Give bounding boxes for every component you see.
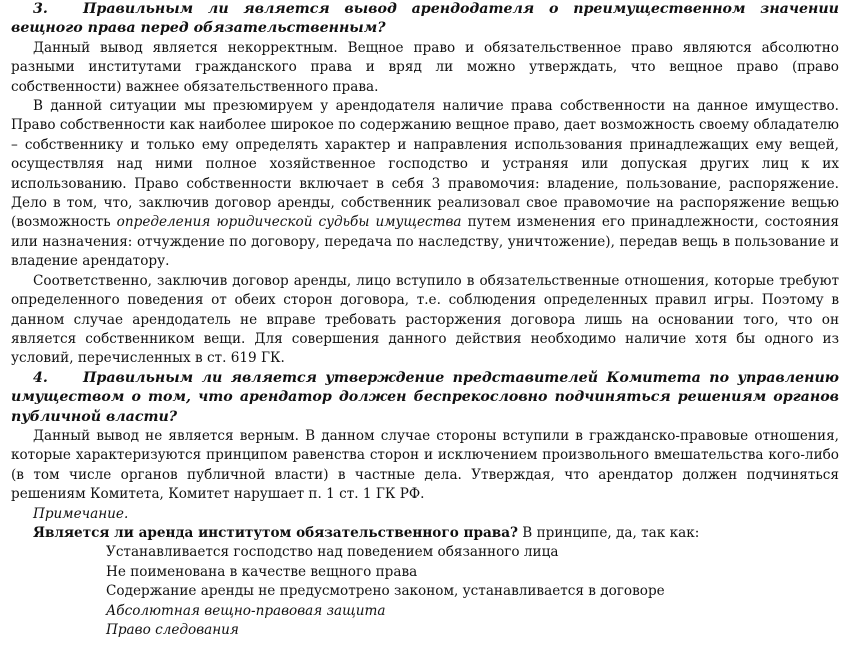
question-4-title: Правильным ли является утверждение представителей Комитета по управлению имуществом о том, что арендатор должен беспрекословно подчиняться решениям органов публичной власти? bbox=[11, 369, 839, 425]
question-4-number: 4. bbox=[33, 369, 48, 386]
reason-item: Абсолютная вещно-правовая защита bbox=[106, 602, 386, 619]
reason-item: Не поименована в качестве вещного права bbox=[106, 563, 418, 580]
reason-item: Устанавливается господство над поведением обязанного лица bbox=[106, 544, 559, 561]
question-3-heading bbox=[11, 0, 839, 39]
q3-paragraph-2-italic: определения юридической судьбы имущества bbox=[116, 214, 462, 231]
document-page bbox=[11, 0, 839, 640]
question-4-heading bbox=[11, 369, 839, 427]
q3-paragraph-1: Данный вывод является некорректным. Вещное право и обязательственное право являются абсолютно разными институтами гражданского права и вряд ли можно утверждать, что вещное право (право собственности) важнее обязательственного права. bbox=[11, 39, 839, 95]
reason-item: Содержание аренды не предусмотрено законом, устанавливается в договоре bbox=[106, 583, 665, 600]
q3-paragraph-2-end: путем изменения его принадлежности, состояния или назначения: отчуждение по договору, передача по наследству, уничтожение), передав вещь в пользование и владение арендатору. bbox=[11, 214, 839, 270]
q4-paragraph-1: Данный вывод не является верным. В данном случае стороны вступили в гражданско-правовые отношения, которые характеризуются принципом равенства сторон и исключением произвольного вмешательства кого-либо (в том числе органов публичной власти) в частные дела. Утверждая, что арендатор должен подчиняться решениям Комитета, Комитет нарушает п. 1 ст. 1 ГК РФ. bbox=[11, 427, 839, 503]
q3-paragraph-2 bbox=[11, 97, 839, 272]
question-3-number: 3. bbox=[33, 1, 48, 17]
question-3-title: Правильным ли является вывод арендодателя о преимущественном значении вещного права перед обязательственным? bbox=[11, 1, 839, 37]
reason-item: Право следования bbox=[106, 622, 239, 638]
note-question bbox=[11, 524, 839, 543]
note-label: Примечание. bbox=[33, 505, 129, 522]
note-question-rest: В принципе, да, так как: bbox=[517, 524, 700, 541]
note-question-bold: Является ли аренда институтом обязательственного права? bbox=[33, 524, 518, 541]
reasons-list bbox=[11, 543, 839, 640]
q3-paragraph-2-start: В данной ситуации мы презюмируем у арендодателя наличие права собственности на данное имущество. Право собственности как наиболее широкое по содержанию вещное право, дает возможность своему обладателю – собственнику и только ему определять характер и направления использования принадлежащих ему вещей, осуществляя над ними полное хозяйственное господство и устраняя или допуская других лиц к их использованию. Право собственности включает в себя 3 правомочия: владение, пользование, распоряжение. Дело в том, что, заключив договор аренды, собственник реализовал свое правомочие на распоряжение вещью (возможность bbox=[11, 98, 839, 231]
q3-paragraph-3: Соответственно, заключив договор аренды, лицо вступило в обязательственные отношения, которые требуют определенного поведения от обеих сторон договора, т.е. соблюдения определенных правил игры. Поэтому в данном случае арендодатель не вправе требовать расторжения договора лишь на основании того, что он является собственником вещи. Для совершения данного действия необходимо наличие хотя бы одного из условий, перечисленных в ст. 619 ГК. bbox=[11, 272, 839, 367]
